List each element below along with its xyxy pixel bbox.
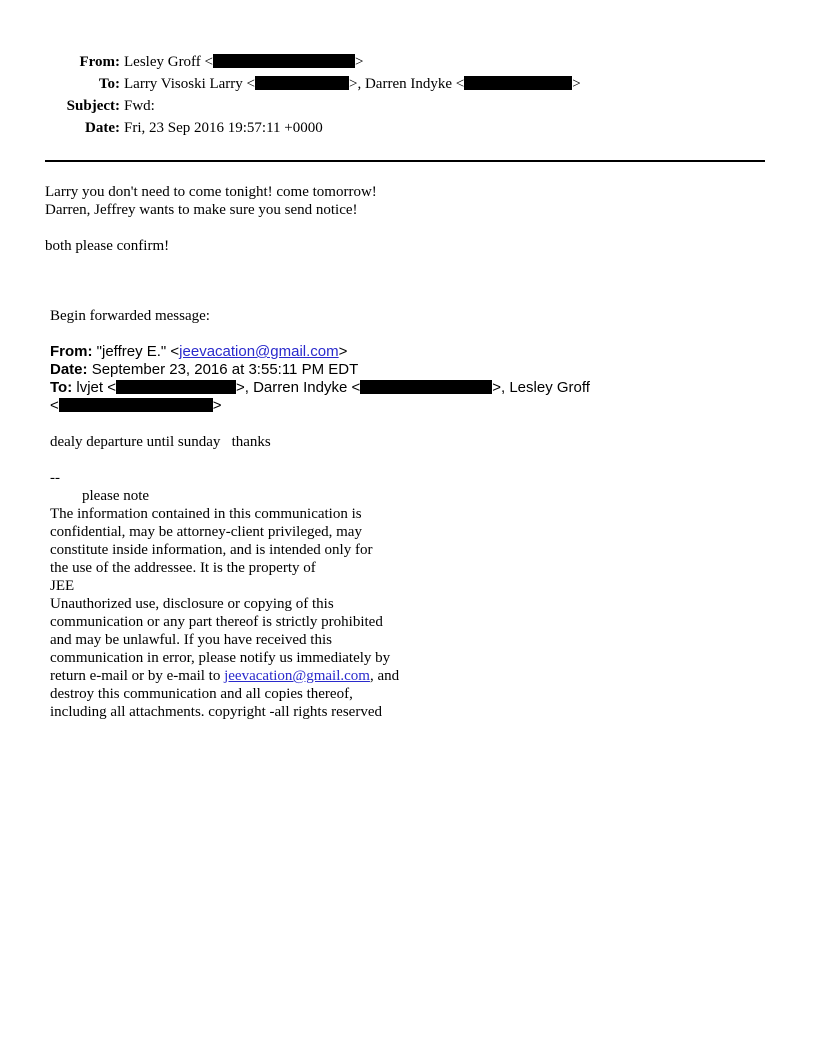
disclaimer-line: The information contained in this communication is [50, 506, 362, 522]
redaction-bar [213, 54, 355, 68]
redaction-bar [59, 398, 213, 412]
signature-note: please note [82, 488, 150, 504]
to-value [124, 74, 581, 94]
date-label: Date: [85, 120, 120, 136]
forwarded-date-value: September 23, 2016 at 3:55:11 PM EDT [91, 361, 359, 378]
disclaimer-line: including all attachments. copyright -all rights reserved [50, 704, 382, 720]
disclaimer-line: and may be unlawful. If you have received this [50, 632, 332, 648]
forwarded-date-line [50, 361, 358, 379]
disclaimer-email-link[interactable]: jeevacation@gmail.com [224, 668, 370, 684]
forwarded-to-line-2 [50, 397, 222, 415]
forwarded-date-label: Date: [50, 361, 88, 378]
disclaimer-line: constitute inside information, and is intended only for [50, 542, 373, 558]
disclaimer-line: the use of the addressee. It is the property of [50, 560, 316, 576]
redaction-bar [116, 380, 236, 394]
disclaimer-line: communication in error, please notify us immediately by [50, 650, 391, 666]
forwarded-from-line [50, 343, 347, 361]
to-label: To: [98, 76, 120, 92]
forwarded-to-part-3: >, Lesley Groff [492, 379, 590, 396]
forwarded-from-suffix: > [338, 343, 348, 360]
body-line-1: Larry you don't need to come tonight! come tomorrow! [45, 184, 377, 200]
to-close: > [572, 76, 581, 92]
to-name-1: Larry Visoski Larry < [124, 76, 256, 92]
body-line-3: both please confirm! [45, 238, 170, 254]
forwarded-from-email-link[interactable]: jeevacation@gmail.com [179, 343, 339, 360]
disclaimer-line: communication or any part thereof is strictly prohibited [50, 614, 383, 630]
redaction-bar [255, 76, 349, 90]
disclaimer-line: destroy this communication and all copies thereof, [50, 686, 353, 702]
subject-label: Subject: [66, 98, 120, 114]
forwarded-to-open: < [50, 397, 59, 414]
disclaimer-line: JEE [50, 578, 75, 594]
redaction-bar [360, 380, 492, 394]
header-from-row [0, 52, 816, 72]
disclaimer-line: Unauthorized use, disclosure or copying of this [50, 596, 334, 612]
forwarded-from-label: From: [50, 343, 93, 360]
subject-value: Fwd: [124, 98, 155, 114]
body-line-2: Darren, Jeffrey wants to make sure you send notice! [45, 202, 358, 218]
date-value: Fri, 23 Sep 2016 19:57:11 +0000 [124, 120, 323, 136]
forwarded-to-part-2: >, Darren Indyke < [236, 379, 361, 396]
from-value [124, 52, 363, 72]
forwarded-message: dealy departure until sunday thanks [50, 434, 271, 450]
header-divider [45, 160, 765, 162]
from-close: > [355, 54, 364, 70]
disclaimer-line: confidential, may be attorney-client privileged, may [50, 524, 362, 540]
forwarded-to-line [50, 379, 590, 397]
disclaimer-email-suffix: , and [369, 668, 400, 684]
disclaimer-email-line [50, 667, 399, 685]
forwarded-to-part-1: lvjet < [76, 379, 116, 396]
header-to-row [0, 74, 816, 94]
disclaimer-email-prefix: return e-mail or by e-mail to [50, 668, 225, 684]
redaction-bar [464, 76, 572, 90]
from-name: Lesley Groff < [124, 54, 213, 70]
to-separator: >, Darren Indyke < [349, 76, 465, 92]
signature-dash: -- [50, 470, 60, 486]
forwarded-from-prefix: "jeffrey E." < [96, 343, 180, 360]
forwarded-to-label: To: [50, 379, 73, 396]
header-date-row [0, 118, 816, 138]
forwarded-intro: Begin forwarded message: [50, 308, 210, 324]
header-subject-row [0, 96, 816, 116]
from-label: From: [79, 54, 120, 70]
forwarded-to-close: > [212, 397, 222, 414]
